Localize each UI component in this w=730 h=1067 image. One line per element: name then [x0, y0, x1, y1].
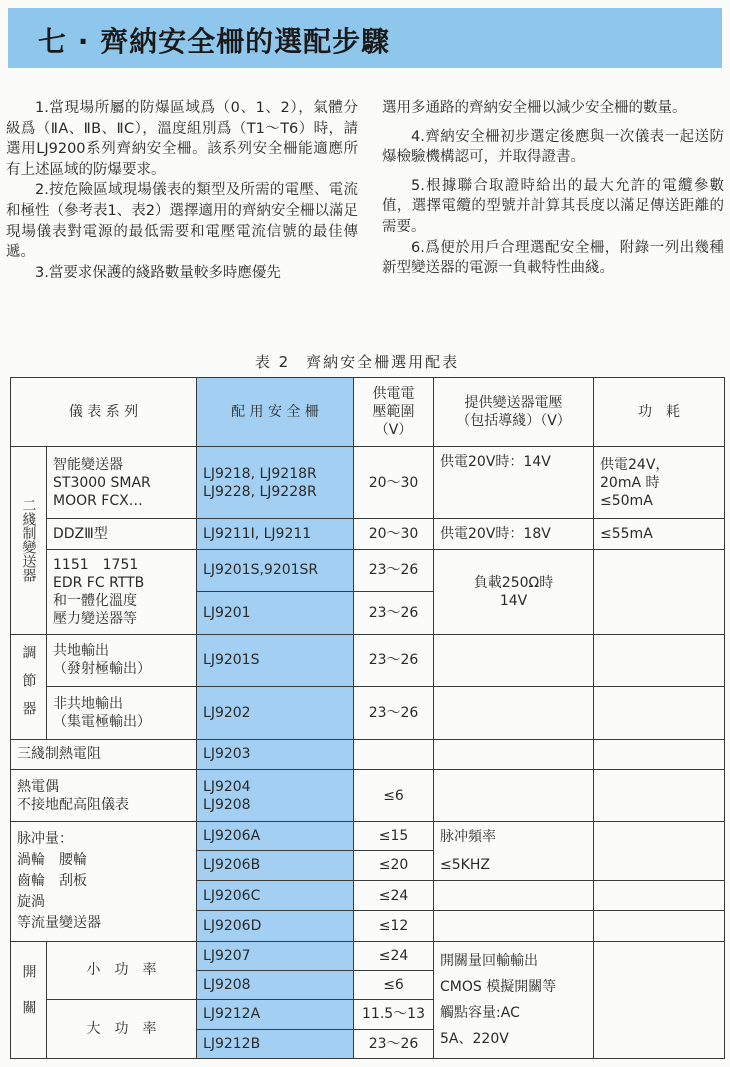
power-cell — [594, 769, 725, 822]
table-row — [11, 519, 725, 549]
table-row — [11, 634, 725, 687]
barrier-cell: LJ9201S — [197, 634, 354, 687]
instrument-cell: 熱電偶 不接地配高阻儀表 — [11, 769, 197, 822]
range-cell: 23～26 — [354, 634, 434, 687]
instrument-cell: 共地輸出 （發射極輸出） — [47, 634, 197, 687]
group-two-wire: 二綫制變送器 — [11, 446, 47, 634]
text-column-right — [382, 98, 724, 279]
barrier-cell: LJ9211I, LJ9211 — [197, 519, 354, 549]
instrument-cell: 1151 1751 EDR FC RTTB 和一體化溫度 壓力變送器等 — [47, 549, 197, 634]
power-cell — [594, 941, 725, 1058]
voltage-cell: 脉冲頻率 ≤5KHZ — [434, 822, 594, 881]
power-cell: 供電24V， 20mA 時 ≤50mA — [594, 446, 725, 519]
instrument-cell: DDZⅢ型 — [47, 519, 197, 549]
power-cell — [594, 549, 725, 634]
header-supply-range: 供電電 壓範圍 （V） — [354, 378, 434, 447]
voltage-cell — [434, 634, 594, 687]
voltage-cell — [434, 769, 594, 822]
large-power-label: 大 功 率 — [47, 1000, 197, 1059]
header-power: 功 耗 — [594, 378, 725, 447]
power-cell — [594, 911, 725, 941]
barrier-cell: LJ9203 — [197, 739, 354, 769]
barrier-cell: LJ9212B — [197, 1029, 354, 1058]
voltage-cell: 供電20V時：14V — [434, 446, 594, 519]
table-row — [11, 739, 725, 769]
paragraph: 4.齊納安全柵初步選定後應與一次儀表一起送防爆檢驗機構認可，并取得證書。 — [382, 128, 724, 166]
table-row — [11, 822, 725, 850]
voltage-cell — [434, 881, 594, 911]
voltage-cell: 負載250Ω時 14V — [434, 549, 594, 634]
barrier-cell: LJ9206B — [197, 850, 354, 880]
table-header-row — [11, 378, 725, 447]
text-column-left — [6, 98, 358, 283]
group-switch: 開關 — [11, 941, 47, 1058]
instrument-cell: 三綫制熱電阻 — [11, 739, 197, 769]
range-cell: 20～30 — [354, 519, 434, 549]
barrier-cell: LJ9207 — [197, 941, 354, 970]
range-cell: 23～26 — [354, 549, 434, 591]
barrier-cell: LJ9204 LJ9208 — [197, 769, 354, 822]
instrument-cell: 智能變送器 ST3000 SMAR MOOR FCX… — [47, 446, 197, 519]
power-cell — [594, 881, 725, 911]
range-cell: ≤6 — [354, 769, 434, 822]
power-cell — [594, 739, 725, 769]
voltage-cell — [434, 911, 594, 941]
range-cell: 20～30 — [354, 446, 434, 519]
range-cell: 23～26 — [354, 1029, 434, 1058]
table-row — [11, 549, 725, 591]
range-cell: 11.5～13 — [354, 1000, 434, 1029]
table-row — [11, 941, 725, 970]
paragraph: 6.爲便於用戶合理選配安全柵，附錄一列出幾種新型變送器的電源一負載特性曲綫。 — [382, 239, 724, 277]
barrier-cell: LJ9202 — [197, 687, 354, 740]
voltage-cell: 開關量回輸輸出 CMOS 模擬開關等 觸點容量:AC 5A、220V — [434, 941, 594, 1058]
power-cell — [594, 687, 725, 740]
page-title: 七 · 齊納安全柵的選配步驟 — [38, 25, 391, 58]
paragraph: 2.按危險區域現場儀表的類型及所需的電壓、電流和極性（參考表1、表2）選擇適用的齊納安全柵以滿足現場儀表對電源的最低需要和電壓電流信號的最佳傳遞。 — [6, 182, 358, 261]
power-cell — [594, 634, 725, 687]
header-barrier: 配 用 安 全 柵 — [197, 378, 354, 447]
instrument-cell: 脉冲量： 渦輪 腰輪 齒輪 刮板 旋渦 等流量變送器 — [11, 822, 197, 941]
range-cell: ≤15 — [354, 822, 434, 850]
range-cell: ≤24 — [354, 941, 434, 970]
barrier-cell: LJ9201 — [197, 592, 354, 634]
table-row — [11, 687, 725, 740]
range-cell: 23～26 — [354, 687, 434, 740]
title-banner — [8, 8, 722, 68]
range-cell: ≤20 — [354, 850, 434, 880]
barrier-cell: LJ9206A — [197, 822, 354, 850]
range-cell: ≤24 — [354, 881, 434, 911]
paragraph: 3.當要求保護的綫路數量較多時應優先 — [35, 264, 281, 281]
small-power-label: 小 功 率 — [47, 941, 197, 1000]
group-regulator: 調節器 — [11, 634, 47, 739]
barrier-cell: LJ9212A — [197, 1000, 354, 1029]
voltage-cell — [434, 739, 594, 769]
table-caption-label: 表 2 — [254, 353, 291, 371]
range-cell — [354, 739, 434, 769]
voltage-cell — [434, 687, 594, 740]
barrier-cell: LJ9218, LJ9218R LJ9228, LJ9228R — [197, 446, 354, 519]
barrier-cell: LJ9206D — [197, 911, 354, 941]
barrier-selection-table — [10, 377, 725, 1059]
table-row — [11, 446, 725, 519]
barrier-cell: LJ9208 — [197, 970, 354, 999]
barrier-cell: LJ9201S,9201SR — [197, 549, 354, 591]
barrier-cell: LJ9206C — [197, 881, 354, 911]
voltage-cell: 供電20V時：18V — [434, 519, 594, 549]
table-row — [11, 769, 725, 822]
paragraph: 5.根據聯合取證時給出的最大允許的電纜參數值，選擇電纜的型號并計算其長度以滿足傳送距離的需要。 — [382, 177, 724, 235]
table-caption-text: 齊納安全柵選用配表 — [306, 353, 460, 371]
instrument-cell: 非共地輸出 （集電極輸出） — [47, 687, 197, 740]
paragraph: 選用多通路的齊納安全柵以減少安全柵的數量。 — [382, 100, 687, 116]
paragraph: 1.當現場所屬的防爆區域爲（0、1、2），氣體分級爲（ⅡA、ⅡB、ⅡC），溫度組別爲（T1～T6）時，請選用LJ9200系列齊納安全柵。該系列安全柵能適應所有上述區域的防爆要求。 — [6, 100, 358, 178]
power-cell — [594, 822, 725, 881]
range-cell: 23～26 — [354, 592, 434, 634]
table-caption — [0, 351, 730, 372]
range-cell: ≤12 — [354, 911, 434, 941]
header-transmitter-voltage: 提供變送器電壓 （包括導綫）（V） — [434, 378, 594, 447]
range-cell: ≤6 — [354, 970, 434, 999]
power-cell: ≤55mA — [594, 519, 725, 549]
header-instrument: 儀 表 系 列 — [11, 378, 197, 447]
